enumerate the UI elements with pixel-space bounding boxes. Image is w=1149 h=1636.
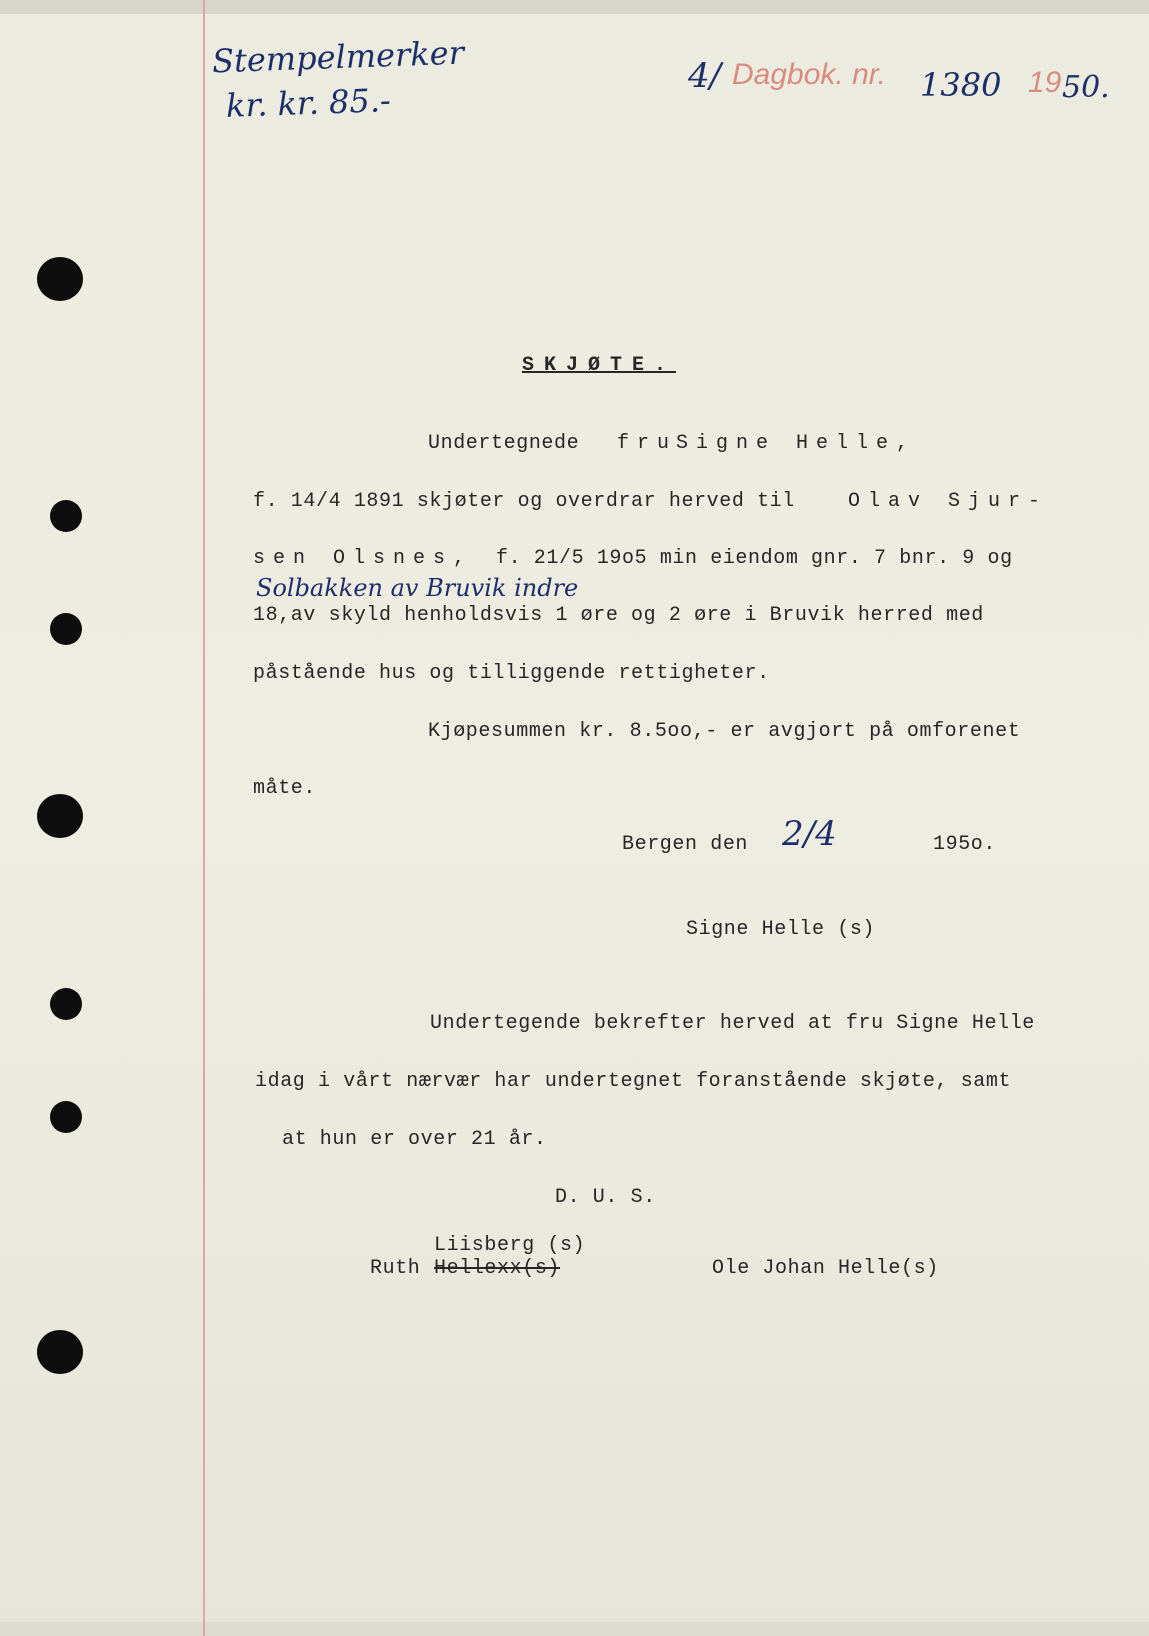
p1-line3-name: sen Olsnes, xyxy=(253,547,474,570)
witness2-signature: Ole Johan Helle(s) xyxy=(712,1257,939,1280)
place-date-handwritten: 2/4 xyxy=(782,814,837,854)
top-scan-edge xyxy=(0,0,1149,14)
witness-line3: at hun er over 21 år. xyxy=(282,1128,547,1151)
p1-line4: 18,av skyld henholdsvis 1 øre og 2 øre i Bruvik herred med xyxy=(253,604,984,627)
dus-abbreviation: D. U. S. xyxy=(555,1186,656,1209)
p1-line1-b: fru xyxy=(617,432,678,455)
punch-hole xyxy=(37,1330,83,1374)
punch-hole xyxy=(37,794,83,838)
p2-line2: måte. xyxy=(253,777,317,800)
p1-line2: f. 14/4 1891 skjøter og overdrar herved til xyxy=(253,490,795,513)
witness1-struck-surname: Hellexx(s) xyxy=(434,1257,561,1280)
handwritten-insert: Solbakken av Bruvik indre xyxy=(256,574,579,602)
p1-line1-a: Undertegnede xyxy=(428,432,580,455)
punch-hole xyxy=(50,613,82,645)
handwritten-stamp-note-line1: Stempelmerker xyxy=(211,33,465,81)
p2-line1: Kjøpesummen kr. 8.5oo,- er avgjort på omforenet xyxy=(428,720,1021,743)
place-date-year: 195o. xyxy=(933,833,997,856)
document-title: SKJØTE. xyxy=(522,354,677,377)
margin-line xyxy=(203,0,205,1636)
p1-line5: påstående hus og tilliggende rettigheter. xyxy=(253,662,770,685)
stamp-initials: 4/ xyxy=(688,56,722,96)
p1-line1-c: Signe Helle, xyxy=(676,432,917,455)
dagbok-year-handwritten: 50. xyxy=(1062,70,1110,105)
dagbok-number: 1380 xyxy=(920,66,1002,104)
p1-line2-name: Olav Sjur- xyxy=(848,490,1049,513)
punch-hole xyxy=(50,500,82,532)
bottom-scan-edge xyxy=(0,1622,1149,1636)
seller-signature: Signe Helle (s) xyxy=(686,918,876,941)
punch-hole xyxy=(50,988,82,1020)
witness-correction: Liisberg (s) xyxy=(434,1234,586,1257)
p1-line3: f. 21/5 19o5 min eiendom gnr. 7 bnr. 9 og xyxy=(496,547,1013,570)
dagbok-year-printed: 19 xyxy=(1028,66,1062,99)
witness-line2: idag i vårt nærvær har undertegnet foranstående skjøte, samt xyxy=(255,1070,1012,1093)
witness1-first-name: Ruth xyxy=(370,1257,421,1280)
punch-hole xyxy=(50,1101,82,1133)
dagbok-stamp-label: Dagbok. nr. xyxy=(732,58,886,91)
punch-hole xyxy=(37,257,83,301)
handwritten-stamp-note-line2: kr. kr. 85.- xyxy=(225,81,392,125)
place-date-prefix: Bergen den xyxy=(622,833,749,856)
witness-line1: Undertegende bekrefter herved at fru Signe Helle xyxy=(430,1012,1035,1035)
